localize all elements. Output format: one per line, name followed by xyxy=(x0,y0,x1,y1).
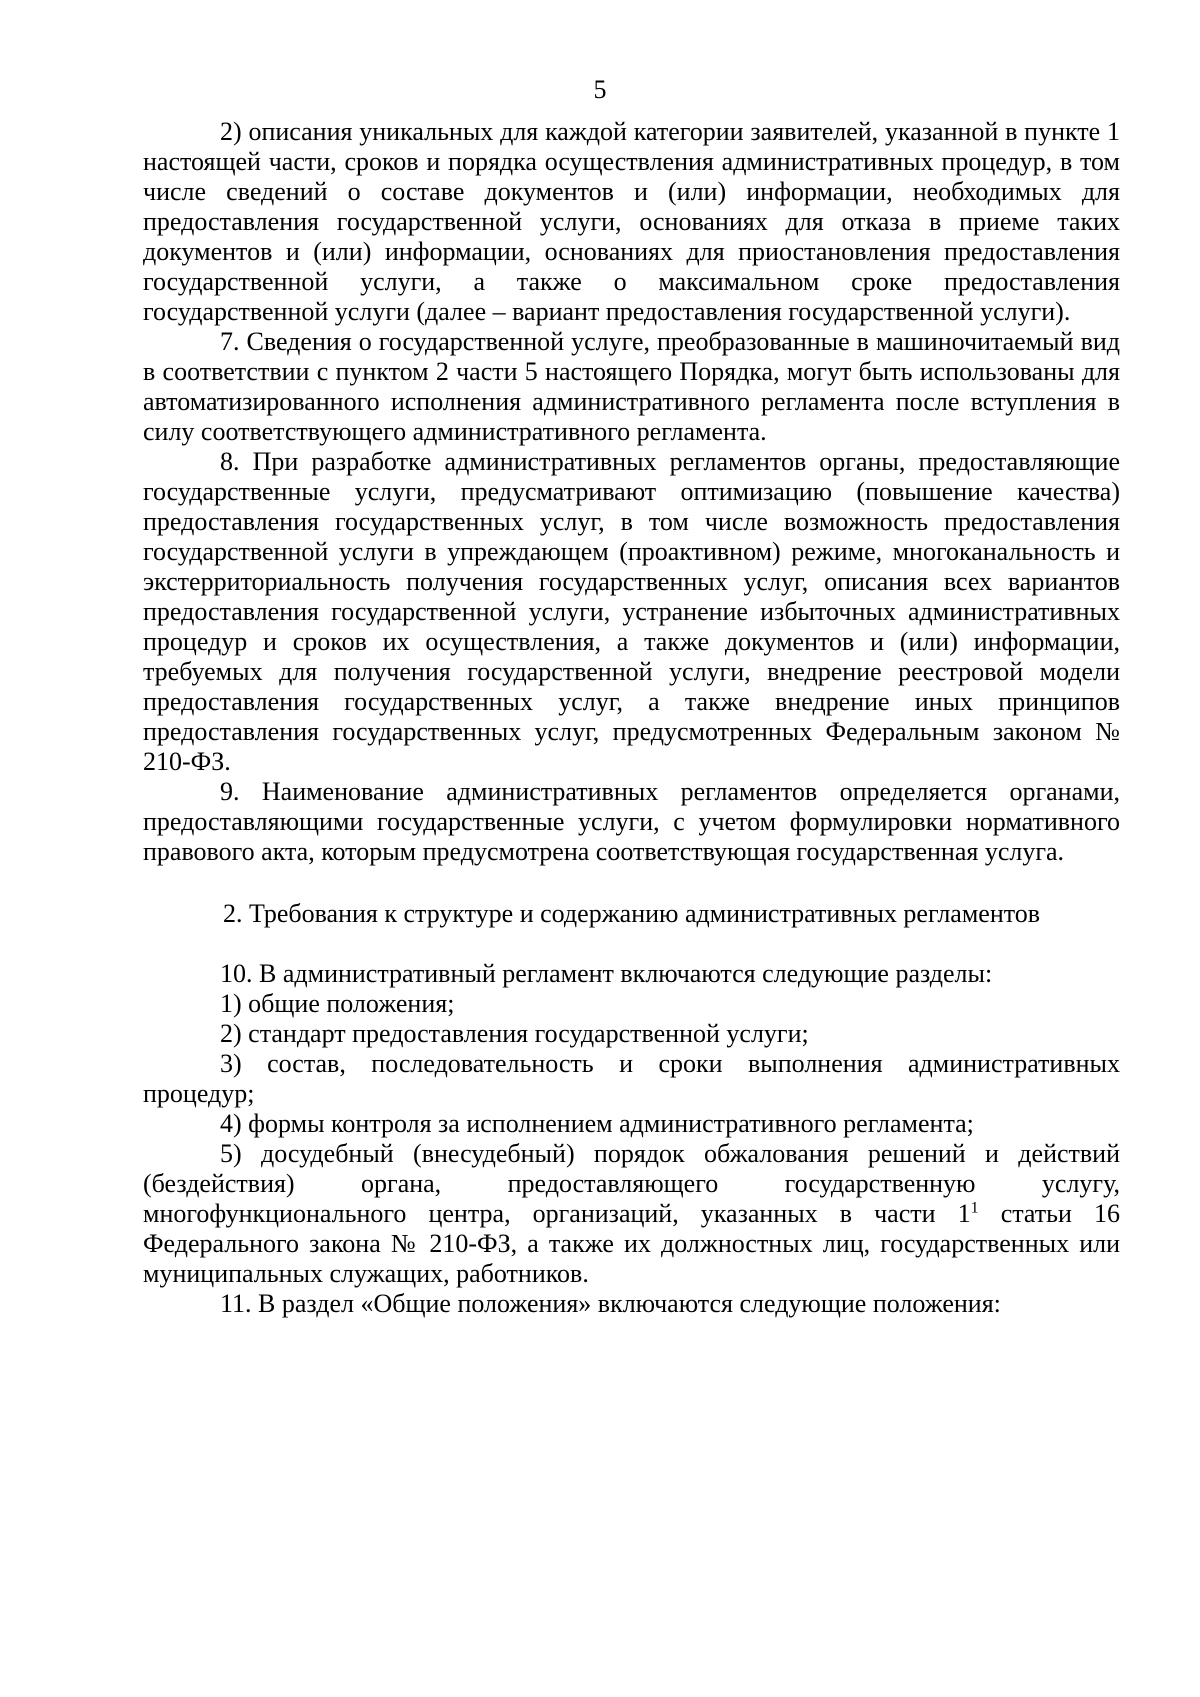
paragraph-7: 7. Сведения о государственной услуге, преобразованные в машиночитаемый вид в соответствии с пунктом 2 части 5 настоящего Порядка, могут быть использованы для автоматизированного исполнения административного регламента после вступления в силу соответствующего административного регламента. xyxy=(143,327,1120,446)
paragraph-10: 10. В административный регламент включаются следующие разделы: xyxy=(220,959,993,988)
list-item-4: 4) формы контроля за исполнением административного регламента; xyxy=(220,1109,974,1138)
spacer xyxy=(143,929,1120,959)
superscript-marker: 1 xyxy=(970,1199,979,1217)
document-body xyxy=(143,117,1120,1319)
paragraph-8: 8. При разработке административных регламентов органы, предоставляющие государственные услуги, предусматривают оптимизацию (повышение качества) предоставления государственных услуг, в том числе возможность предоставления государственной услуги в упреждающем (проактивном) режиме, многоканальность и экстерриториальность получения государственных услуг, описания всех вариантов предоставления государственной услуги, устранение избыточных административных процедур и сроков их осуществления, а также документов и (или) информации, требуемых для получения государственной услуги, внедрение реестровой модели предоставления государственных услуг, а также внедрение иных принципов предоставления государственных услуг, предусмотренных Федеральным законом № 210-ФЗ. xyxy=(143,447,1120,776)
list-item-1: 1) общие положения; xyxy=(220,989,455,1018)
list-item-3: 3) состав, последовательность и сроки выполнения административных процедур; xyxy=(143,1049,1120,1108)
section-heading: 2. Требования к структуре и содержанию административных регламентов xyxy=(222,899,1041,928)
paragraph-11: 11. В раздел «Общие положения» включаются следующие положения: xyxy=(220,1289,1001,1318)
list-item-2: 2) стандарт предоставления государственной услуги; xyxy=(220,1019,809,1048)
spacer xyxy=(143,867,1120,899)
paragraph-item-2: 2) описания уникальных для каждой категории заявителей, указанной в пункте 1 настоящей части, сроков и порядка осуществления административных процедур, в том числе сведений о составе документов и (или) информации, необходимых для предоставления государственной услуги, основаниях для отказа в приеме таких документов и (или) информации, основаниях для приостановления предоставления государственной услуги, а также о максимальном сроке предоставления государственной услуги (далее – вариант предоставления государственной услуги). xyxy=(143,117,1120,326)
list-item-5-text-start: 5) досудебный (внесудебный) порядок обжалования решений и действий (бездействия) органа, предоставляющего государственную услугу, многофункционального центра, организаций, указанных в части 1 xyxy=(143,1139,1120,1228)
page-number: 5 xyxy=(593,75,607,104)
list-item-5-text-end: статьи 16 Федерального закона № 210-ФЗ, а также их должностных лиц, государственных или муниципальных служащих, работников. xyxy=(143,1199,1120,1288)
list-item-5 xyxy=(143,1139,1120,1289)
paragraph-9: 9. Наименование административных регламентов определяется органами, предоставляющими государственные услуги, с учетом формулировки нормативного правового акта, которым предусмотрена соответствующая государственная услуга. xyxy=(143,777,1120,866)
